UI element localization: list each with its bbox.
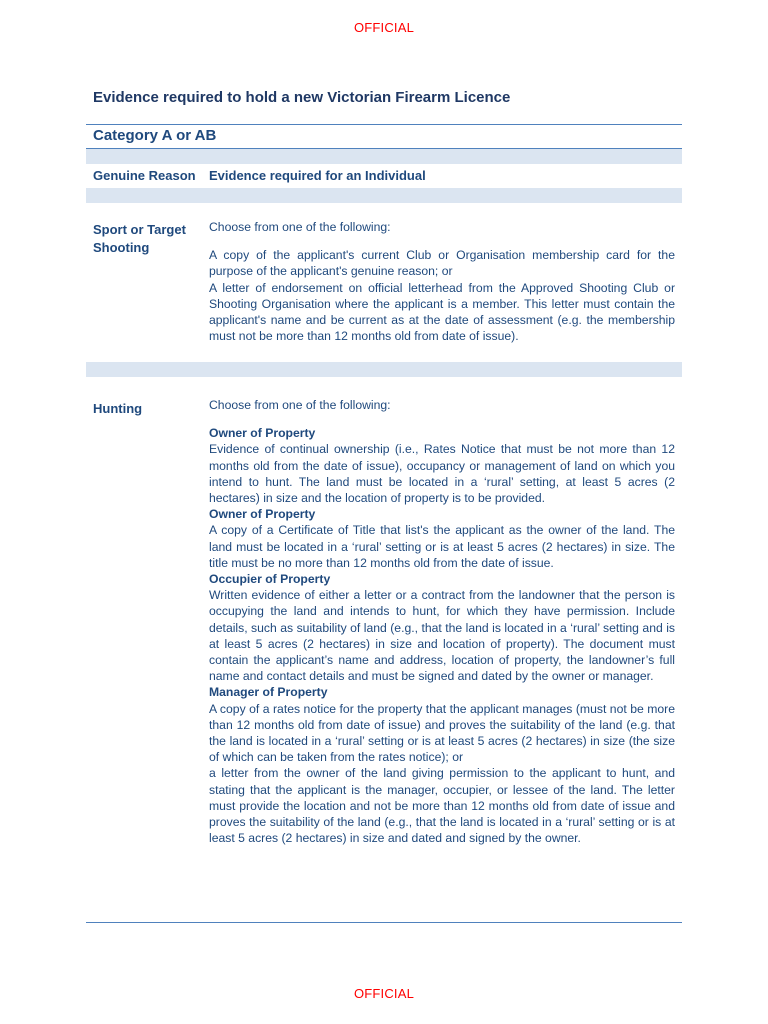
shaded-band — [86, 149, 682, 164]
evidence-paragraph: A copy of the applicant's current Club or Organisation membership card for the purpose of the applicant's genuine reason; or — [209, 248, 675, 279]
section-heading: Owner of Property — [209, 507, 316, 522]
header-genuine-reason: Genuine Reason — [93, 168, 196, 183]
row-label-hunting: Hunting — [93, 401, 143, 416]
security-marking-bottom: OFFICIAL — [353, 986, 415, 1001]
section-text: a letter from the owner of the land giving permission to the applicant to hunt, and stating that the applicant is the manager, occupier, or lessee of the land. The letter must provide the location and not be more than 12 months old from date of issue and proves the suitability of the land (e.g., that the land is located in a ‘rural’ setting or is at least 5 acres (2 hectares) in size and dated and signed by the owner. — [209, 766, 675, 846]
evidence-table — [86, 124, 682, 846]
section-text: A copy of a rates notice for the property that the applicant manages (must not be more than 12 months old from date of issue) and proves the suitability of the land (e.g. that the land is located in a ‘rural’ setting or is at least 5 acres (2 hectares) in size (the size of which can be taken from the rates notice); or — [209, 701, 675, 765]
section-text: Evidence of continual ownership (i.e., Rates Notice that must be not more than 12 months old from the date of issue), occupancy or management of land on which you intend to hunt. The land must be located in a ‘rural’ setting, at least 5 acres (2 hectares) in size and the location of property is to be provided. — [209, 442, 675, 506]
section-heading: Occupier of Property — [209, 572, 331, 587]
shaded-band — [86, 362, 682, 377]
table-header-row — [86, 164, 682, 188]
header-evidence: Evidence required for an Individual — [209, 168, 426, 183]
shaded-band — [86, 188, 682, 203]
document-title: Evidence required to hold a new Victorian Firearm Licence — [93, 89, 511, 106]
row-label-sport: Sport or Target Shooting — [93, 222, 186, 255]
row-intro: Choose from one of the following: — [209, 398, 391, 412]
table-bottom-rule — [86, 922, 682, 923]
section-text: Written evidence of either a letter or a contract from the landowner that the person is occupying the land and intends to hunt, for which they have permission. Include details, such as suitability of land (e.g., that the land is located in a ‘rural’ setting and is at least 5 acres (2 hectares) in size and location of property). The document must contain the applicant’s name and address, location of property, the landowner’s full name and contact details and must be signed and dated by the owner or manager. — [209, 588, 675, 684]
section-heading: Manager of Property — [209, 685, 328, 700]
table-row-hunting — [86, 377, 682, 846]
section-heading: Owner of Property — [209, 426, 316, 441]
category-heading: Category A or AB — [86, 125, 682, 149]
section-text: A copy of a Certificate of Title that list's the applicant as the owner of the land. The land must be located in a ‘rural’ setting or is at least 5 acres (2 hectares) in size. The title must be no more than 12 months old from the date of issue. — [209, 523, 675, 570]
evidence-paragraph: A letter of endorsement on official letterhead from the Approved Shooting Club or Shooting Organisation where the applicant is a member. This letter must contain the applicant's name and be current as at the date of assessment (e.g. the membership must not be more than 12 months old from date of issue). — [209, 280, 675, 344]
row-intro: Choose from one of the following: — [209, 220, 391, 234]
security-marking-top: OFFICIAL — [353, 20, 415, 35]
table-row-sport — [86, 203, 682, 362]
